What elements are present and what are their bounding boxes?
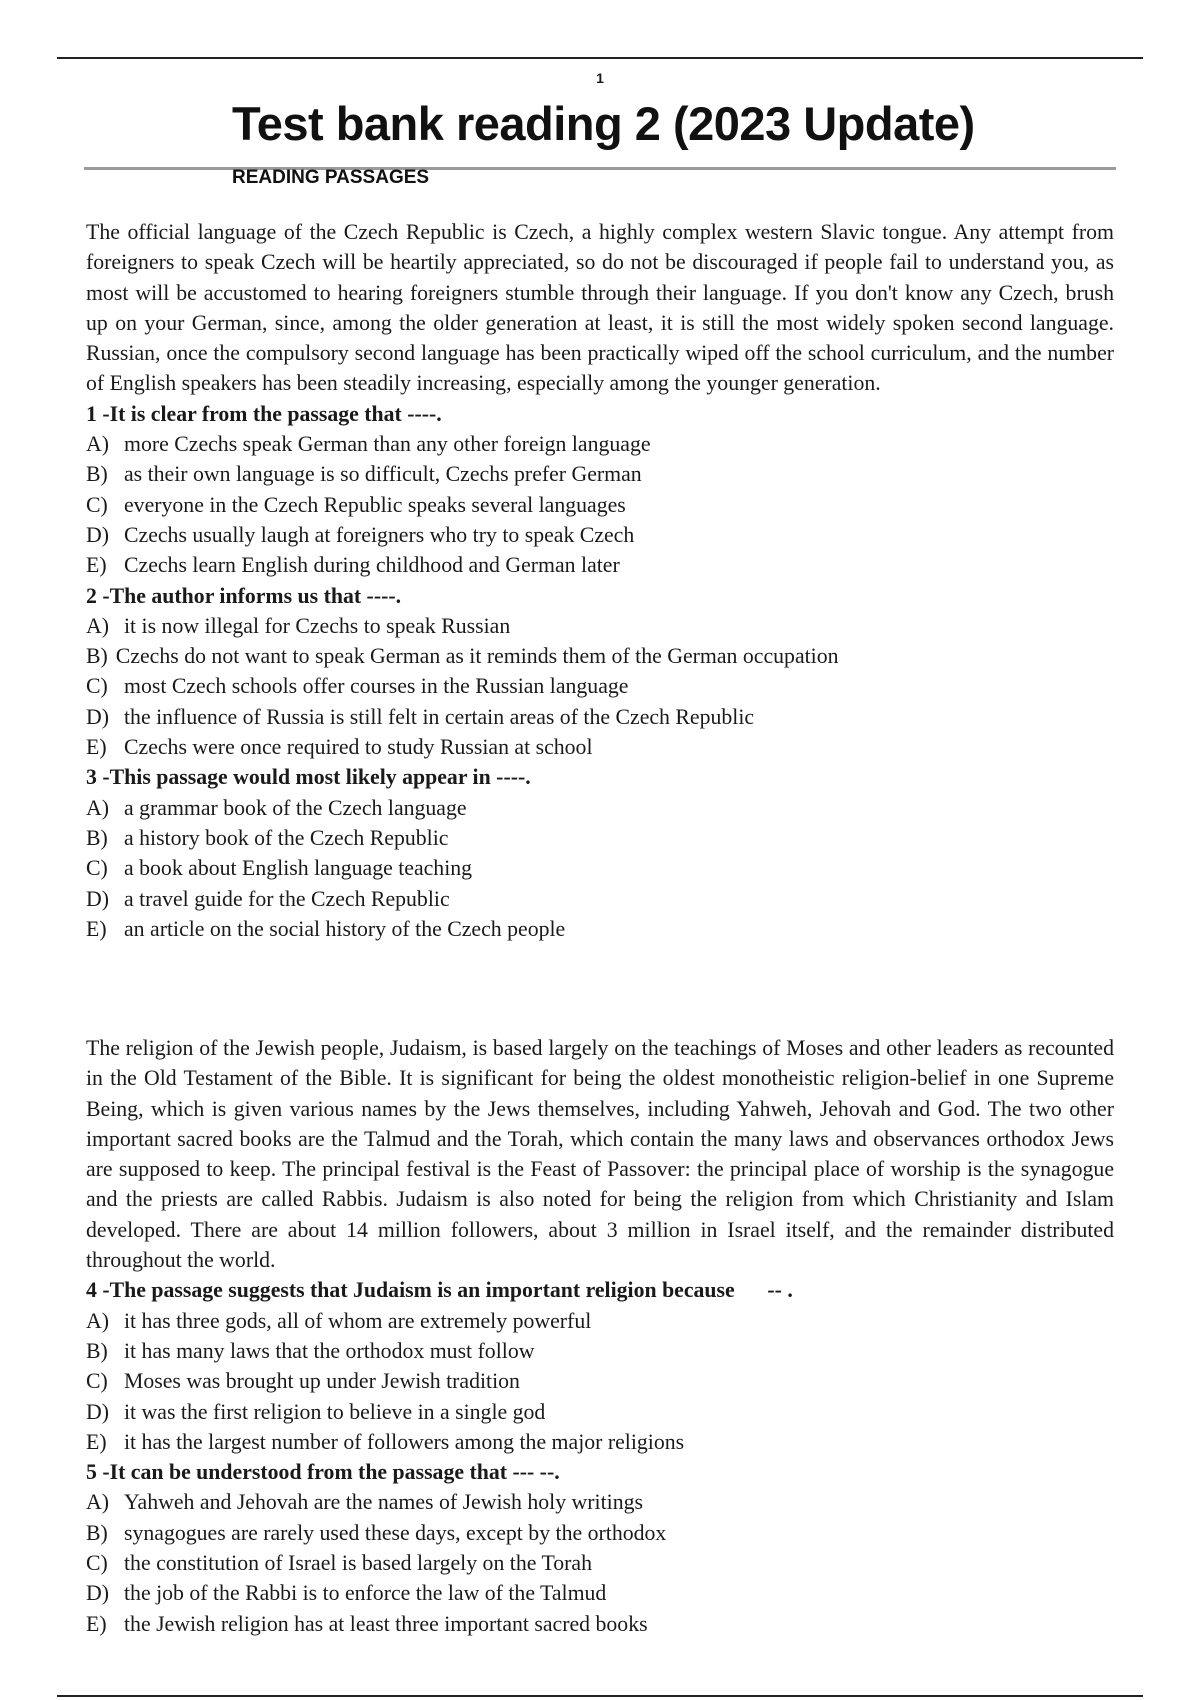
option-text: a history book of the Czech Republic xyxy=(124,825,449,850)
option-letter: E) xyxy=(86,553,107,578)
option-text: Czechs learn English during childhood and German later xyxy=(124,553,620,578)
document-title: Test bank reading 2 (2023 Update) xyxy=(232,97,975,150)
option-text: the Jewish religion has at least three important sacred books xyxy=(124,1611,648,1636)
answer-option-d[interactable] xyxy=(86,702,1114,732)
option-letter: C) xyxy=(86,1551,108,1576)
answer-option-a[interactable] xyxy=(86,793,1114,823)
answer-option-a[interactable] xyxy=(86,429,1114,459)
option-text: as their own language is so difficult, Czechs prefer German xyxy=(124,462,642,487)
option-text: synagogues are rarely used these days, except by the orthodox xyxy=(124,1520,667,1545)
option-letter: B) xyxy=(86,1520,108,1545)
option-text: it has the largest number of followers among the major religions xyxy=(124,1429,685,1454)
option-letter: C) xyxy=(86,856,108,881)
option-text: Czechs do not want to speak German as it reminds them of the German occupation xyxy=(115,644,839,669)
option-letter: B) xyxy=(86,1338,108,1363)
question-prompt: 1 -It is clear from the passage that ----. xyxy=(86,401,442,426)
option-letter: D) xyxy=(86,704,109,729)
option-text: a book about English language teaching xyxy=(124,856,473,881)
answer-option-a[interactable] xyxy=(86,1487,1114,1517)
answer-option-c[interactable] xyxy=(86,671,1114,701)
option-letter: C) xyxy=(86,492,108,517)
option-letter: D) xyxy=(86,886,109,911)
option-letter: C) xyxy=(86,1369,108,1394)
answer-option-e[interactable] xyxy=(86,732,1114,762)
option-text: it has three gods, all of whom are extremely powerful xyxy=(124,1308,592,1333)
question-1 xyxy=(86,399,1114,581)
answer-option-c[interactable] xyxy=(86,1366,1114,1396)
top-rule xyxy=(57,57,1143,59)
option-letter: D) xyxy=(86,1399,109,1424)
option-text: it is now illegal for Czechs to speak Russian xyxy=(124,613,511,638)
answer-option-b[interactable] xyxy=(86,459,1114,489)
answer-option-c[interactable] xyxy=(86,853,1114,883)
question-prompt: 3 -This passage would most likely appear in ----. xyxy=(86,765,531,790)
question-2 xyxy=(86,581,1114,763)
option-letter: D) xyxy=(86,1581,109,1606)
option-letter: E) xyxy=(86,735,107,760)
option-text: Yahweh and Jehovah are the names of Jewish holy writings xyxy=(124,1490,643,1515)
option-letter: E) xyxy=(86,1611,107,1636)
option-text: more Czechs speak German than any other foreign language xyxy=(124,432,651,457)
answer-option-e[interactable] xyxy=(86,550,1114,580)
answer-option-d[interactable] xyxy=(86,1578,1114,1608)
option-letter: A) xyxy=(86,795,109,820)
option-text: the constitution of Israel is based largely on the Torah xyxy=(124,1551,593,1576)
option-text: a grammar book of the Czech language xyxy=(124,795,467,820)
option-text: the influence of Russia is still felt in certain areas of the Czech Republic xyxy=(124,704,755,729)
option-text: Czechs were once required to study Russian at school xyxy=(124,735,593,760)
answer-option-b[interactable] xyxy=(86,823,1114,853)
page-number: 1 xyxy=(596,70,604,86)
option-text: everyone in the Czech Republic speaks several languages xyxy=(124,492,626,517)
section-label: READING PASSAGES xyxy=(232,167,430,188)
option-letter: A) xyxy=(86,432,109,457)
question-4 xyxy=(86,1275,1114,1457)
answer-option-d[interactable] xyxy=(86,884,1114,914)
answer-option-d[interactable] xyxy=(86,1397,1114,1427)
option-text: most Czech schools offer courses in the Russian language xyxy=(124,674,629,699)
question-prompt: 4 -The passage suggests that Judaism is an important religion because -- . xyxy=(86,1278,793,1303)
option-letter: A) xyxy=(86,1308,109,1333)
option-letter: D) xyxy=(86,522,109,547)
answer-option-a[interactable] xyxy=(86,1306,1114,1336)
question-prompt: 5 -It can be understood from the passage that --- --. xyxy=(86,1460,560,1485)
answer-option-c[interactable] xyxy=(86,1548,1114,1578)
option-text: an article on the social history of the Czech people xyxy=(124,916,566,941)
option-letter: C) xyxy=(86,674,108,699)
answer-option-b[interactable] xyxy=(86,1336,1114,1366)
option-text: a travel guide for the Czech Republic xyxy=(124,886,450,911)
option-letter: B) xyxy=(86,462,108,487)
answer-option-e[interactable] xyxy=(86,914,1114,944)
question-3 xyxy=(86,762,1114,944)
option-letter: A) xyxy=(86,613,109,638)
answer-option-e[interactable] xyxy=(86,1609,1114,1639)
passage-block-1 xyxy=(86,217,1114,944)
question-prompt: 2 -The author informs us that ----. xyxy=(86,583,402,608)
answer-option-a[interactable] xyxy=(86,611,1114,641)
option-letter: E) xyxy=(86,1429,107,1454)
question-5 xyxy=(86,1457,1114,1639)
option-text: Czechs usually laugh at foreigners who try to speak Czech xyxy=(124,522,635,547)
option-text: it was the first religion to believe in a single god xyxy=(124,1399,546,1424)
option-letter: B) xyxy=(86,644,108,669)
answer-option-d[interactable] xyxy=(86,520,1114,550)
bottom-rule xyxy=(57,1695,1143,1697)
option-letter: A) xyxy=(86,1490,109,1515)
answer-option-b[interactable] xyxy=(86,641,1114,671)
answer-option-b[interactable] xyxy=(86,1518,1114,1548)
option-text: it has many laws that the orthodox must follow xyxy=(124,1338,535,1363)
answer-option-c[interactable] xyxy=(86,490,1114,520)
option-text: the job of the Rabbi is to enforce the law of the Talmud xyxy=(124,1581,607,1606)
option-letter: E) xyxy=(86,916,107,941)
passage-block-2 xyxy=(86,1033,1114,1639)
option-letter: B) xyxy=(86,825,108,850)
passage-text: The religion of the Jewish people, Judaism, is based largely on the teachings of Moses and other leaders as recounted in the Old Testament of the Bible. It is significant for being the oldest monotheistic religion-belief in one Supreme Being, which is given various names by the Jews themselves, including Yahweh, Jehovah and God. The two other important sacred books are the Talmud and the Torah, which contain the many laws and observances orthodox Jews are supposed to keep. The principal festival is the Feast of Passover: the principal place of worship is the synagogue and the priests are called Rabbis. Judaism is also noted for being the religion from which Christianity and Islam developed. There are about 14 million followers, about 3 million in Israel itself, and the remainder distributed throughout the world. xyxy=(86,1036,1114,1273)
option-text: Moses was brought up under Jewish tradition xyxy=(124,1369,520,1394)
passage-text: The official language of the Czech Republic is Czech, a highly complex western Slavic tongue. Any attempt from foreigners to speak Czech will be heartily appreciated, so do not be discouraged if people fail to understand you, as most will be accustomed to hearing foreigners stumble through their language. If you don't know any Czech, brush up on your German, since, among the older generation at least, it is still the most widely spoken second language. Russian, once the compulsory second language has been practically wiped off the school curriculum, and the number of English speakers has been steadily increasing, especially among the younger generation. xyxy=(86,220,1114,396)
answer-option-e[interactable] xyxy=(86,1427,1114,1457)
